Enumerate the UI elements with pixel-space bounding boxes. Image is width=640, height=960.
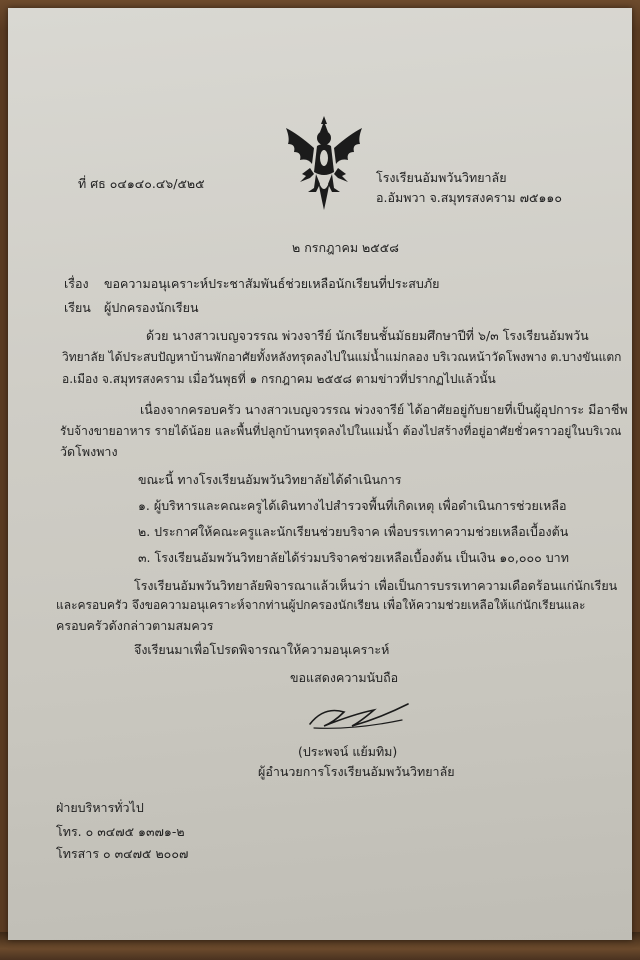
letter-page xyxy=(8,8,632,940)
action-item-3: ๓. โรงเรียนอัมพวันวิทยาลัยได้ร่วมบริจาคช่วยเหลือเบื้องต้น เป็นเงิน ๑๐,๐๐๐ บาท xyxy=(138,550,569,565)
paragraph-2-line-1: เนื่องจากครอบครัว นางสาวเบญจวรรณ พ่วงจารีย์ ได้อาศัยอยู่กับยายที่เป็นผู้อุปการะ มีอาชีพ xyxy=(140,402,628,417)
recipient-text: ผู้ปกครองนักเรียน xyxy=(104,300,199,315)
phone-number: โทร. ๐ ๓๔๗๕ ๑๓๗๑-๒ xyxy=(56,824,185,839)
paragraph-2-line-3: วัดโพงพาง xyxy=(60,444,118,459)
school-address: อ.อัมพวา จ.สมุทรสงคราม ๗๕๑๑๐ xyxy=(376,190,562,205)
garuda-emblem-icon xyxy=(280,114,368,214)
action-item-2: ๒. ประกาศให้คณะครูและนักเรียนช่วยบริจาค เพื่อบรรเทาความช่วยเหลือเบื้องต้น xyxy=(138,524,569,539)
action-item-1: ๑. ผู้บริหารและคณะครูได้เดินทางไปสำรวจพื้นที่เกิดเหตุ เพื่อดำเนินการช่วยเหลือ xyxy=(138,498,567,513)
fax-number: โทรสาร ๐ ๓๔๗๕ ๒๐๐๗ xyxy=(56,846,189,861)
paragraph-1-line-1: ด้วย นางสาวเบญจวรรณ พ่วงจารีย์ นักเรียนชั้นมัธยมศึกษาปีที่ ๖/๓ โรงเรียนอัมพวัน xyxy=(146,328,589,343)
closing-salutation: ขอแสดงความนับถือ xyxy=(290,670,399,685)
paragraph-4-line-2: และครอบครัว จึงขอความอนุเคราะห์จากท่านผู้ปกครองนักเรียน เพื่อให้ความช่วยเหลือให้แก่นักเรียนและ xyxy=(56,598,586,612)
recipient-label: เรียน xyxy=(64,300,91,315)
paragraph-2-line-2: รับจ้างขายอาหาร รายได้น้อย และพื้นที่ปลูกบ้านทรุดลงไปในแม่น้ำ ต้องไปสร้างที่อยู่อาศัยชั่วคราวอยู่ในบริเวณ xyxy=(60,424,622,438)
letter-date: ๒ กรกฎาคม ๒๕๕๘ xyxy=(292,240,399,255)
subject-label: เรื่อง xyxy=(64,276,89,291)
school-name: โรงเรียนอัมพวันวิทยาลัย xyxy=(376,170,507,185)
signer-name: (ประพจน์ แย้มทิม) xyxy=(298,744,398,759)
paragraph-4-line-1: โรงเรียนอัมพวันวิทยาลัยพิจารณาแล้วเห็นว่า เพื่อเป็นการบรรเทาความเดือดร้อนแก่นักเรียน xyxy=(134,578,618,593)
paragraph-3: ขณะนี้ ทางโรงเรียนอัมพวันวิทยาลัยได้ดำเนินการ xyxy=(138,472,402,487)
paragraph-1-line-3: อ.เมือง จ.สมุทรสงคราม เมื่อวันพุธที่ ๑ กรกฎาคม ๒๕๕๘ ตามข่าวที่ปรากฏไปแล้วนั้น xyxy=(62,372,496,386)
signature-icon xyxy=(304,696,416,736)
paragraph-1-line-2: วิทยาลัย ได้ประสบปัญหาบ้านพักอาศัยทั้งหลังทรุดลงไปในแม่น้ำแม่กลอง บริเวณหน้าวัดโพงพาง ต.บางขันแตก xyxy=(62,350,622,364)
signer-title: ผู้อำนวยการโรงเรียนอัมพวันวิทยาลัย xyxy=(258,764,455,779)
department-name: ฝ่ายบริหารทั่วไป xyxy=(56,800,144,815)
paragraph-4-line-3: ครอบครัวดังกล่าวตามสมควร xyxy=(56,618,214,633)
closing-request: จึงเรียนมาเพื่อโปรดพิจารณาให้ความอนุเคราะห์ xyxy=(134,642,390,657)
reference-number: ที่ ศธ ๐๔๑๔๐.๔๖/๕๒๕ xyxy=(78,176,205,191)
subject-text: ขอความอนุเคราะห์ประชาสัมพันธ์ช่วยเหลือนักเรียนที่ประสบภัย xyxy=(104,276,440,291)
